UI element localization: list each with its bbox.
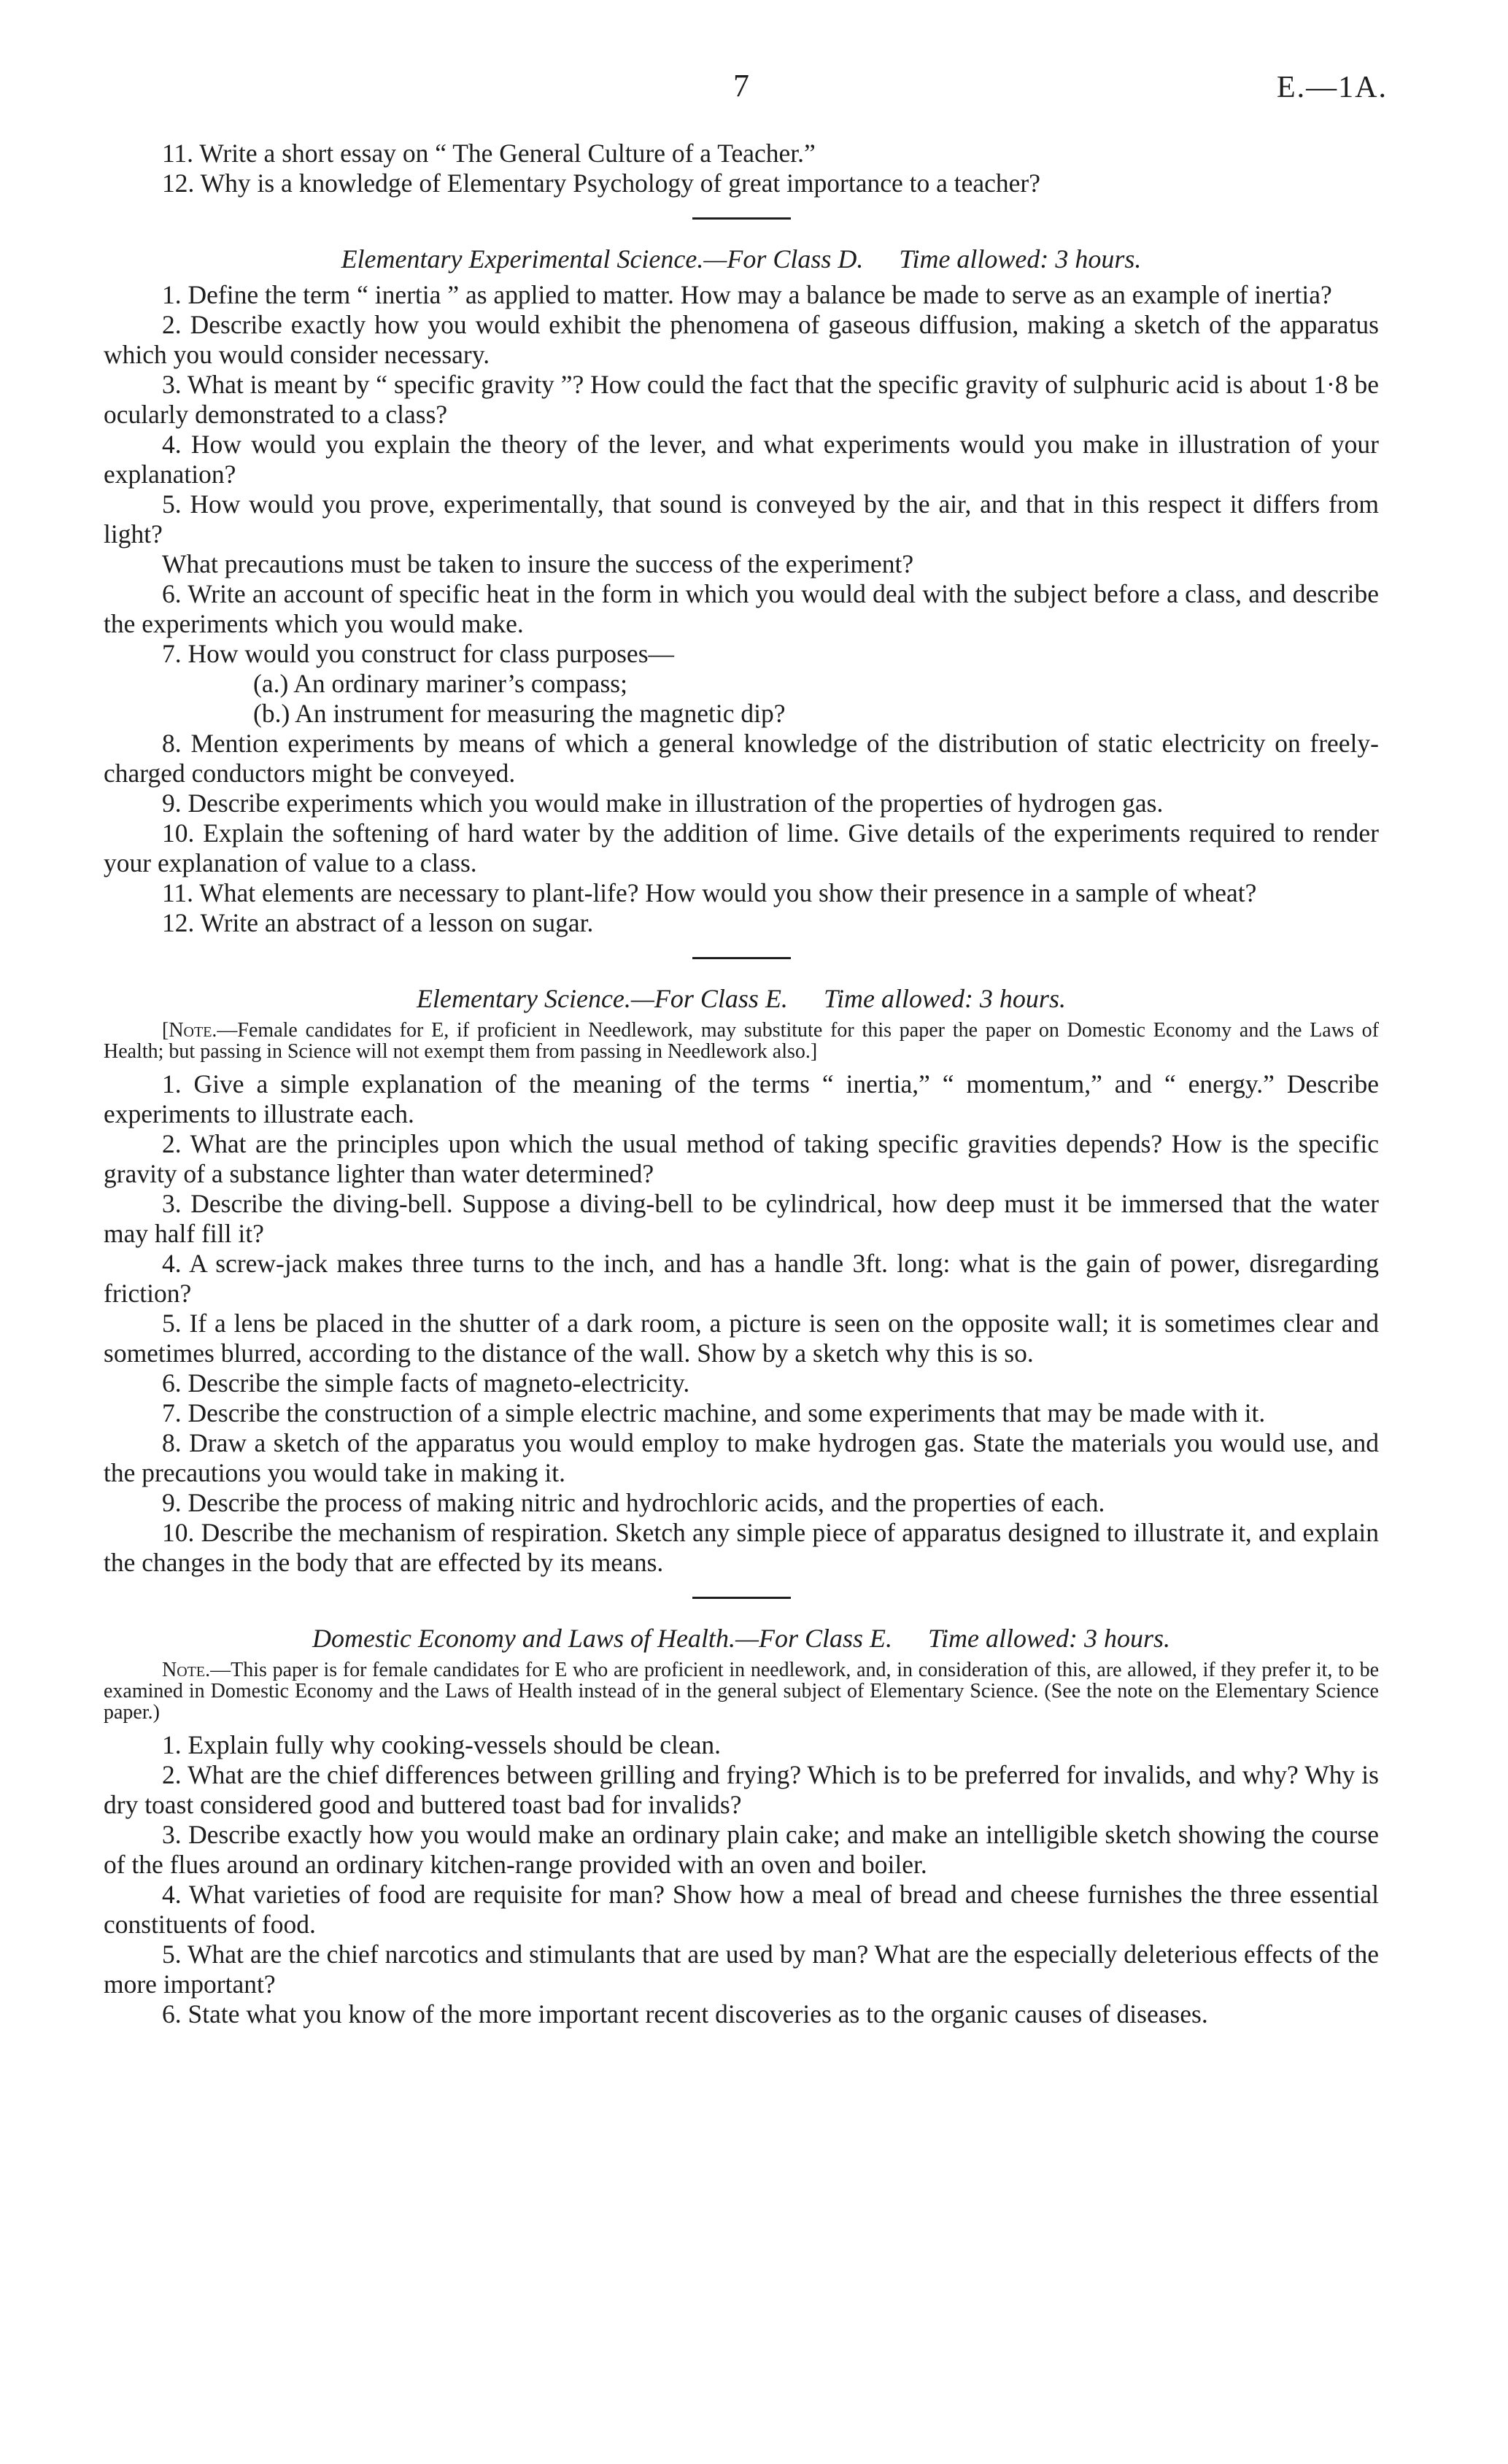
question: 11. What elements are necessary to plant-life? How would you show their presence in a sample of wheat? [162, 878, 1257, 907]
sub-question: (b.) An instrument for measuring the magnetic dip? [253, 699, 786, 728]
section-note [104, 1020, 1379, 1062]
question: 4. A screw-jack makes three turns to the inch, and has a handle 3ft. long: what is the gain of power, disregarding friction? [104, 1249, 1379, 1308]
question: 2. What are the principles upon which the usual method of taking specific gravities depends? How is the specific gravity of a substance lighter than water determined? [104, 1129, 1379, 1188]
section-title: Elementary Science.—For Class E. [417, 984, 788, 1013]
note-text: —Female candidates for E, if proficient in Needlework, may substitute for this paper the paper on Domestic Economy and the Laws of Health; but passing in Science will not exempt them from passing in Needlework also.] [104, 1019, 1379, 1063]
note-label: [Note. [162, 1019, 217, 1042]
section-title: Domestic Economy and Laws of Health.—For Class E. [312, 1624, 892, 1653]
question: 3. Describe the diving-bell. Suppose a diving-bell to be cylindrical, how deep must it be immersed that the water may half fill it? [104, 1189, 1379, 1248]
previous-paper-questions [104, 139, 1379, 198]
page-number: 7 [733, 68, 749, 104]
question: 6. Describe the simple facts of magneto-electricity. [162, 1368, 690, 1398]
section-divider [692, 217, 791, 220]
section-heading [104, 984, 1379, 1014]
elementary-science-paper [104, 984, 1379, 1578]
experimental-science-paper [104, 244, 1379, 938]
question: 6. State what you know of the more important recent discoveries as to the organic causes of diseases. [162, 1999, 1208, 2029]
question: 10. Describe the mechanism of respiration. Sketch any simple piece of apparatus designed to illustrate it, and explain the changes in the body that are effected by its means. [104, 1518, 1379, 1577]
note-label: Note. [162, 1659, 211, 1681]
question: 9. Describe experiments which you would make in illustration of the properties of hydrogen gas. [162, 789, 1164, 818]
question: 10. Explain the softening of hard water by the addition of lime. Give details of the experiments required to render your explanation of value to a class. [104, 818, 1379, 877]
sub-question: (a.) An ordinary mariner’s compass; [253, 669, 627, 698]
question: 8. Mention experiments by means of which a general knowledge of the distribution of static electricity on freely-charged conductors might be conveyed. [104, 729, 1379, 788]
document-body [104, 139, 1379, 2029]
question: 7. How would you construct for class purposes— [162, 639, 675, 668]
question: 2. Describe exactly how you would exhibit the phenomena of gaseous diffusion, making a sketch of the apparatus which you would consider necessary. [104, 310, 1379, 369]
time-allowed: Time allowed: 3 hours. [899, 244, 1142, 274]
time-allowed: Time allowed: 3 hours. [927, 1624, 1170, 1653]
question: 1. Explain fully why cooking-vessels should be clean. [162, 1730, 722, 1759]
question: 5. How would you prove, experimentally, that sound is conveyed by the air, and that in this respect it differs from light? [104, 489, 1379, 549]
time-allowed: Time allowed: 3 hours. [823, 984, 1066, 1013]
question: 11. Write a short essay on “ The General Culture of a Teacher.” [162, 139, 816, 168]
section-divider [692, 1597, 791, 1599]
question: 8. Draw a sketch of the apparatus you would employ to make hydrogen gas. State the materials you would use, and the precautions you would take in making it. [104, 1428, 1379, 1487]
question: 4. How would you explain the theory of the lever, and what experiments would you make in illustration of your explanation? [104, 430, 1379, 489]
section-divider [692, 957, 791, 959]
question: 1. Define the term “ inertia ” as applied to matter. How may a balance be made to serve as an example of inertia? [162, 280, 1332, 309]
question: 2. What are the chief differences between grilling and frying? Which is to be preferred for invalids, and why? Why is dry toast considered good and buttered toast bad for invalids? [104, 1760, 1379, 1819]
question: 3. What is meant by “ specific gravity ”? How could the fact that the specific gravity of sulphuric acid is about 1·8 be ocularly demonstrated to a class? [104, 370, 1379, 429]
question: 5. What are the chief narcotics and stimulants that are used by man? What are the especially deleterious effects of the more important? [104, 1940, 1379, 1999]
section-note [104, 1659, 1379, 1723]
question: 12. Why is a knowledge of Elementary Psychology of great importance to a teacher? [162, 168, 1040, 198]
section-title: Elementary Experimental Science.—For Class D. [341, 244, 864, 274]
question: 7. Describe the construction of a simple electric machine, and some experiments that may be made with it. [162, 1398, 1266, 1427]
question: 6. Write an account of specific heat in the form in which you would deal with the subject before a class, and describe the experiments which you would make. [104, 579, 1379, 638]
question: 1. Give a simple explanation of the meaning of the terms “ inertia,” “ momentum,” and “ energy.” Describe experiments to illustrate each. [104, 1069, 1379, 1128]
section-heading [104, 244, 1379, 274]
question: 3. Describe exactly how you would make an ordinary plain cake; and make an intelligible sketch showing the course of the flues around an ordinary kitchen-range provided with an oven and boiler. [104, 1820, 1379, 1879]
question: 5. If a lens be placed in the shutter of a dark room, a picture is seen on the opposite wall; it is sometimes clear and sometimes blurred, according to the distance of the wall. Show by a sketch why this is so. [104, 1309, 1379, 1368]
page-reference: E.—1A. [1277, 71, 1388, 104]
section-heading [104, 1624, 1379, 1654]
question: 12. Write an abstract of a lesson on sugar. [162, 908, 594, 937]
question: What precautions must be taken to insure the success of the experiment? [162, 549, 914, 578]
domestic-economy-paper [104, 1624, 1379, 2029]
note-text: —This paper is for female candidates for E who are proficient in needlework, and, in consideration of this, are allowed, if they prefer it, to be examined in Domestic Economy and the Laws of Health instead of in the general subject of Elementary Science. (See the note on the Elementary Science paper.) [104, 1659, 1379, 1724]
question: 4. What varieties of food are requisite for man? Show how a meal of bread and cheese furnishes the three essential constituents of food. [104, 1880, 1379, 1939]
question: 9. Describe the process of making nitric and hydrochloric acids, and the properties of each. [162, 1488, 1105, 1517]
